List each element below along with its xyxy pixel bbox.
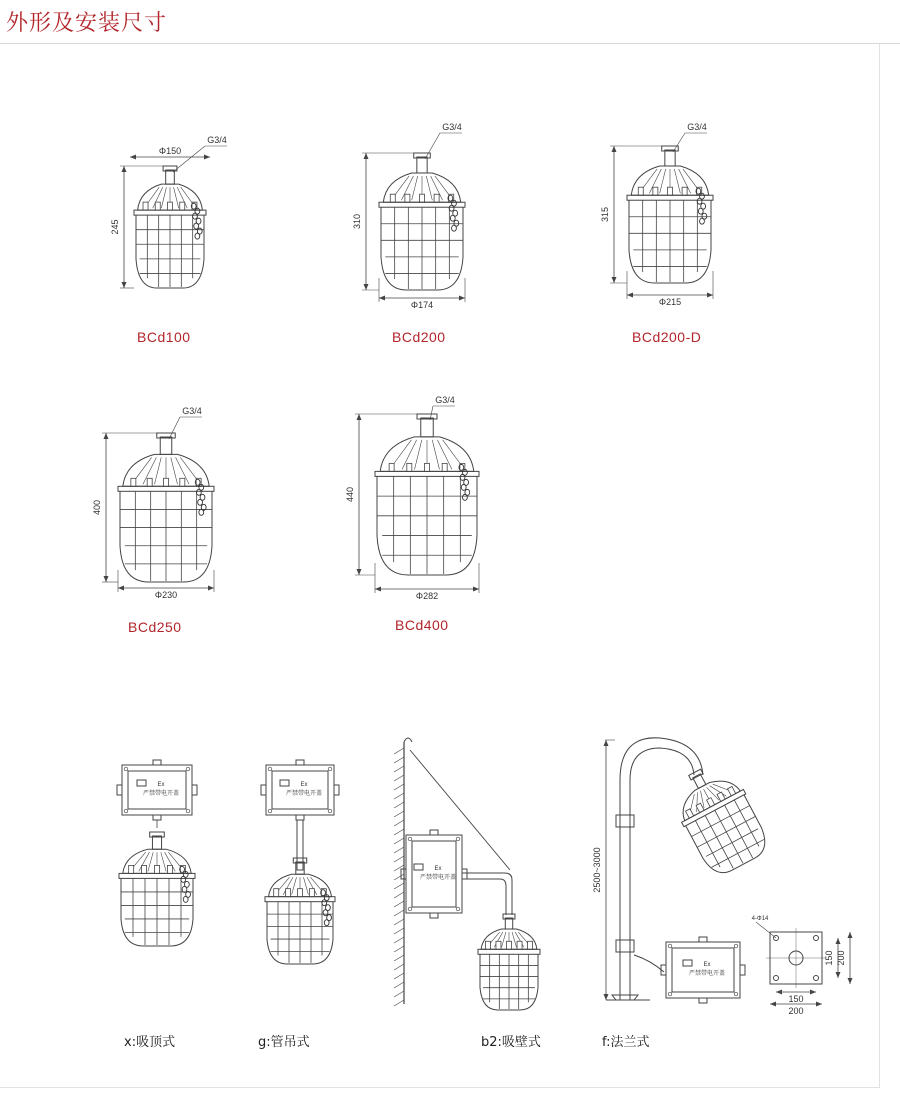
model-label-bcd200-d: BCd200-D xyxy=(632,329,702,345)
flange-inner: 150 xyxy=(788,994,804,1004)
model-label-bcd100: BCd100 xyxy=(137,329,191,345)
install-label-ceiling: x:吸顶式 xyxy=(124,1035,176,1050)
install-label-pipe: g:管吊式 xyxy=(258,1035,310,1050)
bcd100-drawing-diameter: Φ150 xyxy=(158,146,182,156)
bcd200-d-drawing-diameter: Φ215 xyxy=(658,297,682,307)
install-label-flange: f:法兰式 xyxy=(602,1035,650,1050)
bcd400-drawing-height: 440 xyxy=(345,486,355,503)
panel-text: 严禁带电开盖 xyxy=(142,791,180,797)
model-label-bcd200: BCd200 xyxy=(392,329,446,345)
ex-mark: Ex xyxy=(434,866,442,872)
model-label-bcd250: BCd250 xyxy=(128,619,182,635)
flange-outer-v: 200 xyxy=(836,950,846,966)
model-label-bcd400: BCd400 xyxy=(395,617,449,633)
install-wall-drawing xyxy=(394,738,540,1010)
ex-mark: Ex xyxy=(157,782,165,788)
bcd200-d-drawing-thread: G3/4 xyxy=(687,122,707,132)
bcd400-drawing xyxy=(345,395,479,601)
bcd100-drawing xyxy=(110,135,227,288)
bcd250-drawing-diameter: Φ230 xyxy=(154,590,178,600)
install-ceiling-drawing xyxy=(117,760,197,946)
flange-outer: 200 xyxy=(788,1006,804,1016)
bcd400-drawing-diameter: Φ282 xyxy=(415,591,439,601)
bcd250-drawing xyxy=(92,406,214,600)
bcd200-drawing-thread: G3/4 xyxy=(442,122,462,132)
bcd200-drawing xyxy=(352,122,465,310)
panel-text: 严禁带电开盖 xyxy=(688,971,726,977)
panel-text: 严禁带电开盖 xyxy=(285,791,323,797)
install-label-wall: b2:吸壁式 xyxy=(481,1035,541,1050)
flange-lamp xyxy=(664,756,775,881)
bcd200-drawing-diameter: Φ174 xyxy=(410,300,434,310)
bcd400-drawing-thread: G3/4 xyxy=(435,395,455,405)
pole-height: 2500~3000 xyxy=(592,847,602,893)
panel-text: 严禁带电开盖 xyxy=(419,875,457,881)
ex-mark: Ex xyxy=(300,782,308,788)
install-flange-drawing xyxy=(592,738,853,1016)
bcd200-d-drawing xyxy=(600,122,713,307)
page-title: 外形及安装尺寸 xyxy=(6,11,168,36)
bcd200-drawing-height: 310 xyxy=(352,213,362,230)
install-pipe-drawing xyxy=(261,760,339,964)
bcd250-drawing-thread: G3/4 xyxy=(182,406,202,416)
bcd200-d-drawing-height: 315 xyxy=(600,206,610,223)
bcd100-drawing-height: 245 xyxy=(110,219,120,235)
flange-holes: 4-Φ14 xyxy=(751,916,769,922)
bcd100-drawing-thread: G3/4 xyxy=(207,135,227,145)
flange-inner-v: 150 xyxy=(824,950,834,966)
bcd250-drawing-height: 400 xyxy=(92,499,102,516)
ex-mark: Ex xyxy=(703,962,711,968)
